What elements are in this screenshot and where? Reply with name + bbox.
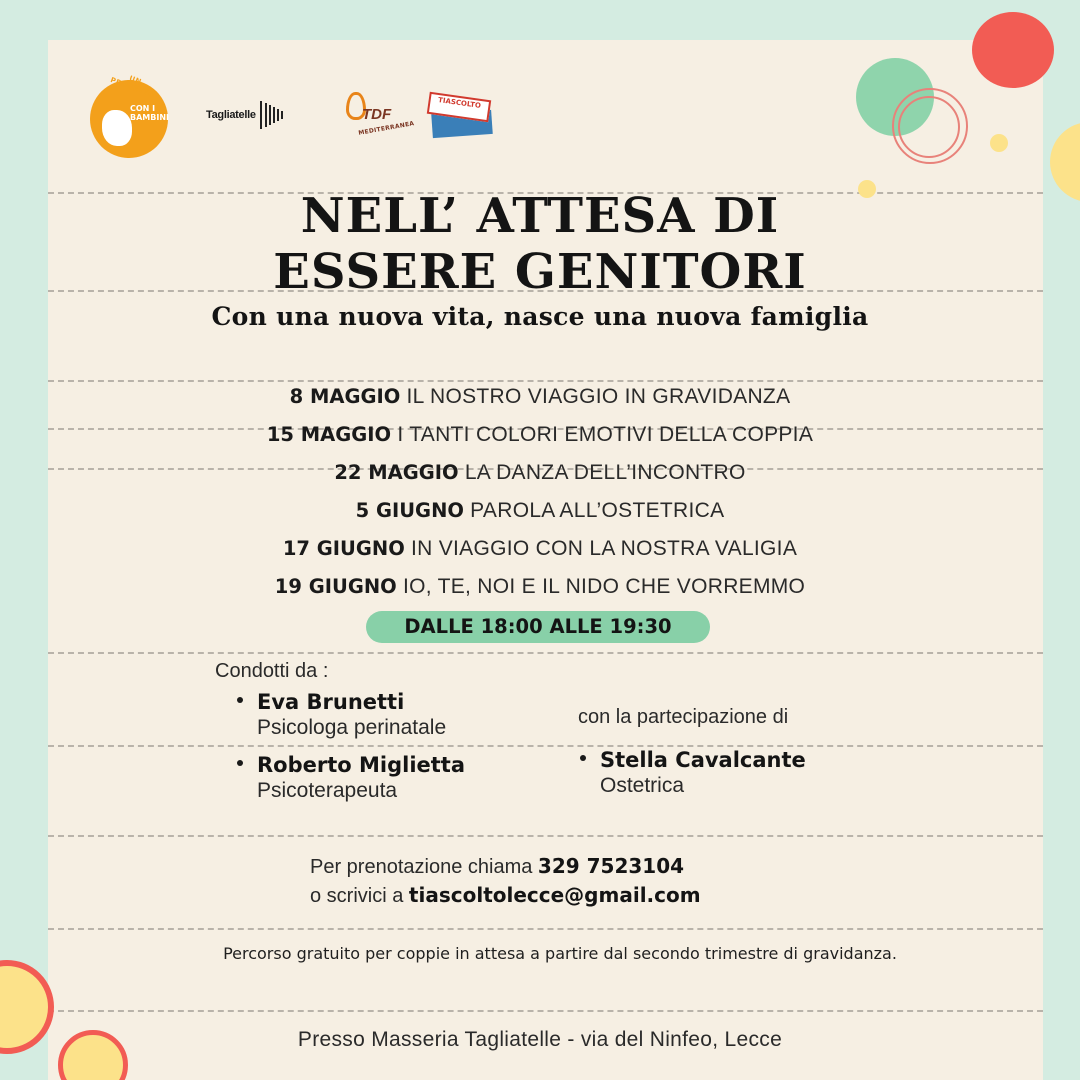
ruled-line [48, 1010, 1043, 1012]
participant-role: Ostetrica [600, 774, 685, 797]
schedule-topic: IO, TE, NOI E IL NIDO CHE VORREMMO [402, 575, 806, 598]
schedule-item [0, 416, 1080, 454]
schedule-date: 8 MAGGIO [289, 385, 401, 408]
schedule-date: 22 MAGGIO [334, 461, 459, 484]
bullet-icon [237, 760, 243, 766]
yellow-dot-decoration [990, 134, 1008, 152]
ring-decoration [898, 96, 960, 158]
tagliatelle-logo [206, 100, 300, 130]
tdf-mediterranea-logo [340, 92, 415, 148]
schedule-topic: IN VIAGGIO CON LA NOSTRA VALIGIA [410, 537, 798, 560]
ruled-line [48, 928, 1043, 930]
schedule-date: 19 GIUGNO [274, 575, 397, 598]
phone-number[interactable]: 329 7523104 [537, 854, 685, 878]
bullet-icon [237, 697, 243, 703]
ruled-line [48, 835, 1043, 837]
con-i-bambini-logo [90, 74, 169, 158]
logo-text: MEDITERRANEA [357, 120, 415, 137]
tagliatelle-mark-icon [260, 101, 300, 129]
ruled-line [48, 652, 1043, 654]
subtitle: Con una nuova vita, nasce una nuova famiglia [211, 302, 869, 331]
schedule-list [0, 378, 1080, 606]
host-name: Eva Brunetti [257, 690, 405, 714]
venue-address: Presso Masseria Tagliatelle - via del Ninfeo, Lecce [297, 1028, 783, 1051]
hosts-label: Condotti da : [215, 660, 329, 682]
phone-line [310, 852, 701, 881]
host-item [257, 690, 446, 740]
schedule-topic: LA DANZA DELL’INCONTRO [464, 461, 746, 484]
schedule-topic: PAROLA ALL’OSTETRICA [470, 499, 725, 522]
host-role: Psicologa perinatale [257, 716, 447, 739]
ruled-line [48, 745, 1043, 747]
schedule-topic: I TANTI COLORI EMOTIVI DELLA COPPIA [397, 423, 814, 446]
title-line-2: ESSERE GENITORI [273, 244, 807, 300]
schedule-topic: IL NOSTRO VIAGGIO IN GRAVIDANZA [406, 385, 791, 408]
host-name: Roberto Miglietta [257, 753, 466, 777]
host-role: Psicoterapeuta [257, 779, 398, 802]
time-badge: DALLE 18:00 ALLE 19:30 [366, 611, 710, 643]
schedule-date: 17 GIUGNO [282, 537, 405, 560]
host-item [257, 753, 465, 803]
logo-text: CON I BAMBINI [130, 104, 169, 122]
logo-text: Tagliatelle [206, 109, 256, 121]
email-address[interactable]: tiascoltolecce@gmail.com [408, 883, 701, 907]
participation-label: con la partecipazione di [578, 706, 789, 728]
schedule-item [0, 454, 1080, 492]
schedule-date: 5 GIUGNO [355, 499, 464, 522]
participant-item [600, 748, 806, 798]
contact-block [310, 852, 701, 910]
schedule-date: 15 MAGGIO [266, 423, 392, 446]
phone-label: Per prenotazione chiama [310, 856, 533, 878]
child-figure-icon [102, 110, 132, 146]
schedule-item [0, 492, 1080, 530]
red-circle-decoration [972, 12, 1054, 88]
logo-text: TIASCOLTO [437, 96, 482, 110]
tiascolto-logo [428, 96, 494, 140]
title-line-1: NELL’ ATTESA DI [300, 188, 780, 244]
email-line [310, 881, 701, 910]
free-course-note: Percorso gratuito per coppie in attesa a partire dal secondo trimestre di gravidanza. [223, 944, 897, 963]
schedule-item [0, 568, 1080, 606]
participant-name: Stella Cavalcante [600, 748, 806, 772]
schedule-item [0, 378, 1080, 416]
bullet-icon [580, 755, 586, 761]
logo-text: UN PROGETTO [109, 74, 156, 100]
logo-text: TDF [362, 106, 392, 123]
page-title [0, 188, 1080, 300]
email-label: o scrivici a [310, 885, 404, 907]
schedule-item [0, 530, 1080, 568]
